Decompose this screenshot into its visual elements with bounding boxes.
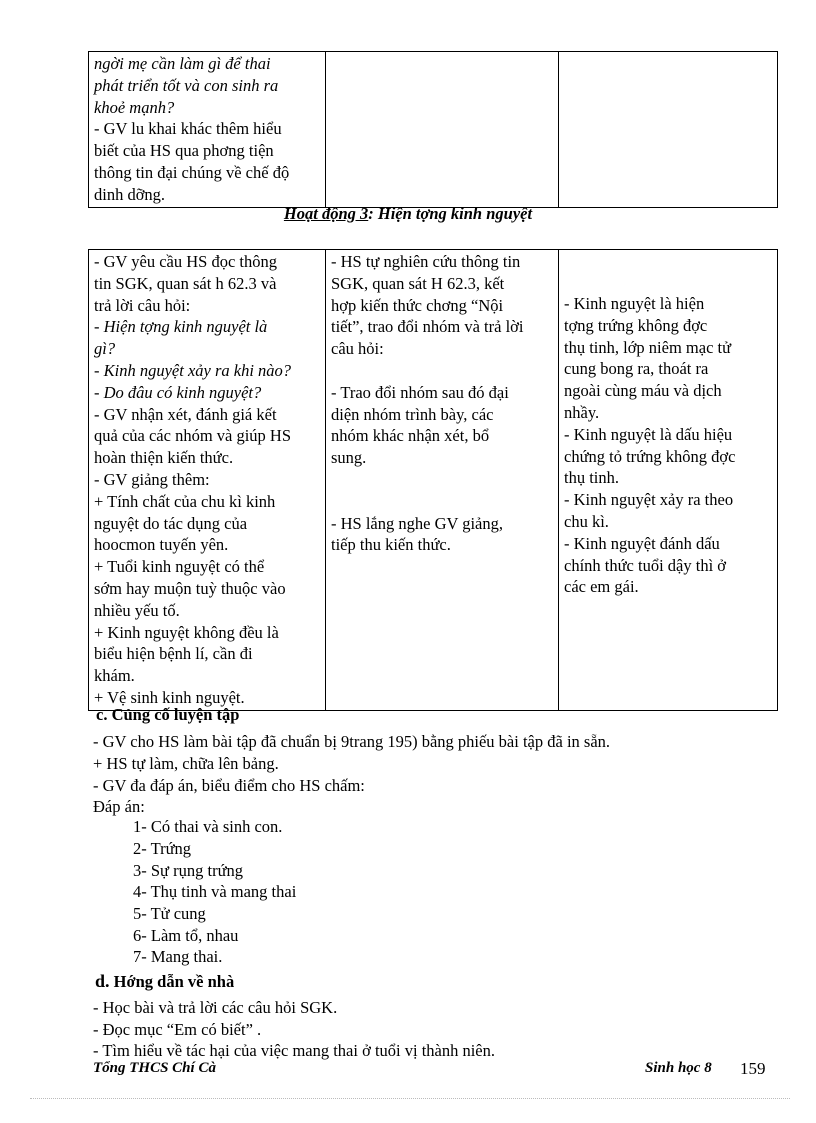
body-line: - Tìm hiểu về tác hại của việc mang thai ở tuổi vị thành niên. [93, 1041, 496, 1060]
table-line: các em gái. [564, 577, 639, 597]
table-line: - Kinh nguyệt xảy ra theo [564, 490, 734, 510]
table-line: - HS tự nghiên cứu thông tin [331, 252, 521, 271]
table-line: dinh dỡng. [94, 184, 166, 204]
table-line: - Kinh nguyệt đánh dấu [564, 533, 720, 553]
table-line: gì? [94, 339, 116, 359]
table-line: + Tuổi kinh nguyệt có thể [94, 557, 265, 577]
table-line: - GV yêu cầu HS đọc thông [94, 252, 277, 271]
table-line: chính thức tuổi dậy thì ở [564, 555, 727, 575]
table-line: chu kì. [564, 511, 609, 531]
table-line: - Hiện tợng kinh nguyệt là [94, 317, 268, 337]
table-line: câu hỏi: [331, 339, 384, 359]
top-table-col3 [559, 52, 778, 208]
content-cell [559, 250, 778, 711]
table-line: thụ tinh. [564, 468, 620, 488]
table-line: khoẻ mạnh? [94, 97, 175, 117]
table-line [331, 360, 553, 382]
body-line: + HS tự làm, chữa lên bảng. [93, 754, 279, 773]
table-line: ngoài cùng máu và dịch [564, 381, 722, 401]
table-line: - GV nhận xét, đánh giá kết [94, 404, 277, 424]
page-number: 159 [740, 1059, 766, 1078]
body-line: - Đọc mục “Em có biết” . [93, 1020, 262, 1039]
top-table-col2 [326, 52, 559, 208]
table-line: nguyệt do tác dụng của [94, 513, 248, 533]
top-table-col1 [89, 52, 326, 208]
table-line: quả của các nhóm và giúp HS [94, 426, 292, 446]
table-line: + Kinh nguyệt không đều là [94, 622, 279, 642]
table-line: sung. [331, 448, 367, 468]
section-c-title: c. Củng cố luyện tập [96, 705, 240, 724]
table-line: SGK, quan sát H 62.3, kết [331, 273, 505, 293]
table-line: ngời mẹ cần làm gì để thai [94, 54, 271, 73]
answer-item: 6- Làm tổ, nhau [133, 926, 239, 945]
table-line: + Tính chất của chu kì kinh [94, 491, 276, 511]
student-activity-cell [326, 250, 559, 711]
table-line: chứng tỏ trứng không đợc [564, 446, 736, 466]
activity-table [88, 249, 778, 711]
table-line: hoàn thiện kiến thức. [94, 448, 234, 468]
table-line: hoocmon tuyến yên. [94, 535, 229, 555]
table-line: nhầy. [564, 402, 600, 422]
table-line [331, 491, 553, 513]
answer-item: 4- Thụ tinh và mang thai [133, 882, 297, 901]
table-line: cung bong ra, thoát ra [564, 359, 709, 379]
table-line: tiết”, trao đổi nhóm và trả lời [331, 317, 524, 337]
table-line: biết của HS qua phơng tiện [94, 141, 274, 161]
table-line: nhiều yếu tố. [94, 600, 180, 620]
answer-item: 7- Mang thai. [133, 947, 223, 966]
section-d-title [95, 971, 234, 992]
activity3-heading-prefix: Hoạt động 3 [283, 204, 369, 223]
table-line: - Do đâu có kinh nguyệt? [94, 382, 262, 402]
table-line: nhóm khác nhận xét, bổ [331, 426, 490, 446]
table-row [89, 52, 778, 208]
teacher-activity-cell [89, 250, 326, 711]
table-line: sớm hay muộn tuỳ thuộc vào [94, 578, 286, 598]
table-line: hợp kiến thức chơng “Nội [331, 295, 504, 315]
section-d-heading: Hớng dẫn về nhà [109, 972, 235, 991]
answer-item: 3- Sự rụng trứng [133, 861, 244, 880]
table-line: phát triển tốt và con sinh ra [94, 75, 279, 95]
answer-item: 1- Có thai và sinh con. [133, 817, 283, 836]
table-line: tợng trứng không đợc [564, 315, 708, 335]
body-line: Đáp án: [93, 797, 145, 816]
table-line: biểu hiện bệnh lí, cần đi [94, 644, 253, 664]
activity3-heading [0, 204, 816, 224]
body-line: - Học bài và trả lời các câu hỏi SGK. [93, 998, 338, 1017]
table-line: - HS lắng nghe GV giảng, [331, 513, 504, 533]
page-divider [30, 1098, 790, 1099]
top-table [88, 51, 778, 208]
table-line: - Kinh nguyệt xảy ra khi nào? [94, 360, 292, 380]
table-line [331, 469, 553, 491]
table-line: tiếp thu kiến thức. [331, 535, 451, 555]
footer-subject: Sinh học 8 [645, 1060, 712, 1076]
section-d-label: d. [95, 971, 110, 991]
body-line: - GV cho HS làm bài tập đã chuẩn bị 9trang 195) bằng phiếu bài tập đã in sẵn. [93, 732, 611, 751]
activity3-heading-suffix: : Hiện tợng kinh nguyệt [368, 204, 533, 223]
table-line: diện nhóm trình bày, các [331, 404, 494, 424]
footer-school: Tổng THCS Chí Cà [93, 1060, 216, 1076]
table-row [89, 250, 778, 711]
body-line: - GV đa đáp án, biểu điểm cho HS chấm: [93, 776, 365, 795]
table-line: - Kinh nguyệt là hiện [564, 294, 705, 313]
answer-item: 5- Tử cung [133, 904, 206, 923]
table-line: - GV giảng thêm: [94, 469, 210, 489]
table-line: tin SGK, quan sát h 62.3 và [94, 273, 277, 293]
table-line: thụ tinh, lớp niêm mạc tử [564, 337, 732, 357]
table-line: + Vệ sinh kinh nguyệt. [94, 687, 245, 707]
table-line: - Trao đổi nhóm sau đó đại [331, 382, 509, 402]
table-line: - Kinh nguyệt là dấu hiệu [564, 424, 733, 444]
table-line: thông tin đại chúng về chế độ [94, 162, 290, 182]
table-line: - GV lu khai khác thêm hiểu [94, 119, 282, 139]
table-line: trả lời câu hỏi: [94, 295, 191, 315]
answer-item: 2- Trứng [133, 839, 192, 858]
table-line: khám. [94, 666, 135, 686]
